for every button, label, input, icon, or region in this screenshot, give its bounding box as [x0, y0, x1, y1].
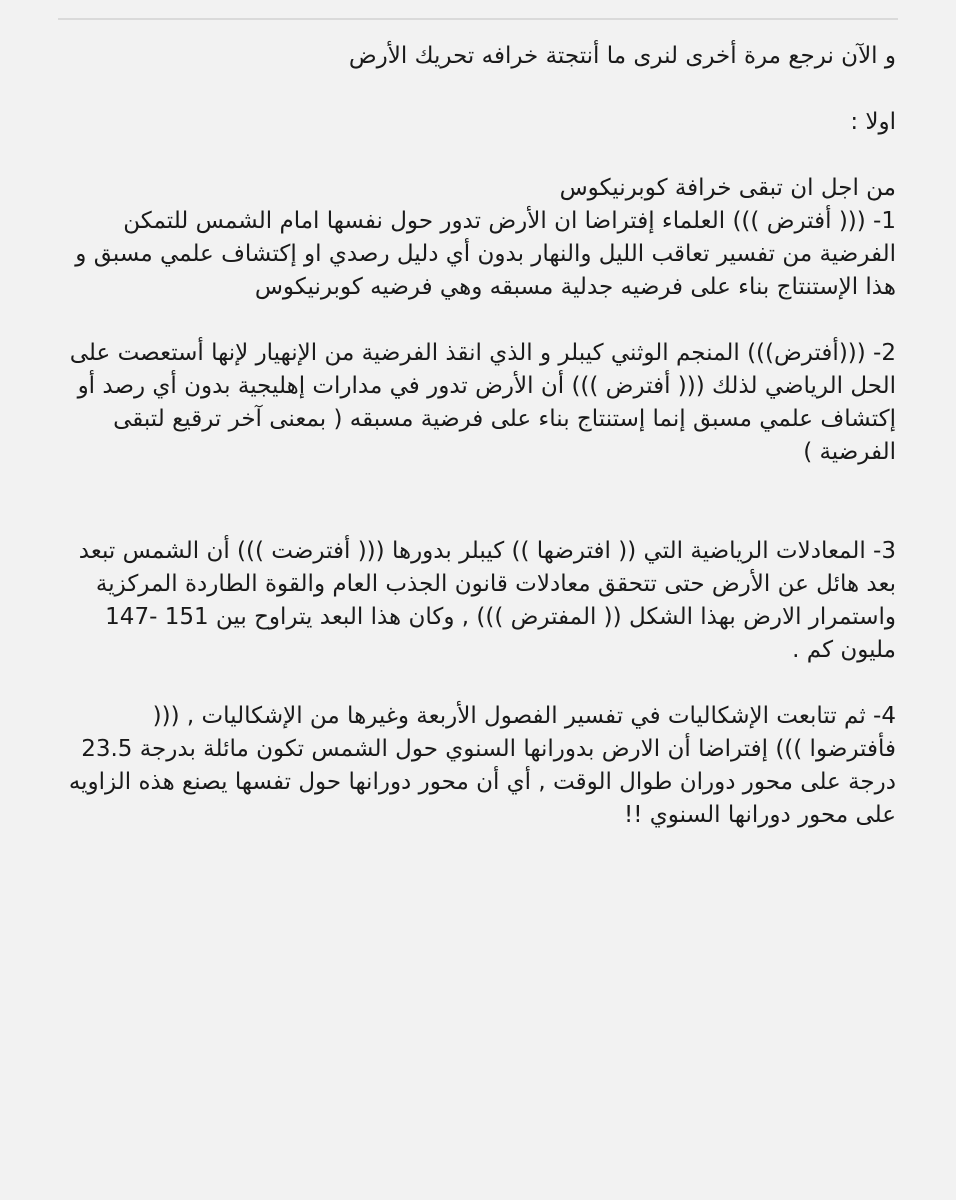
intro-paragraph: و الآن نرجع مرة أخرى لنرى ما أنتجتة خرافه تحريك الأرض — [348, 43, 896, 69]
point-2-paragraph: 2- (((أفترض))) المنجم الوثني كيبلر و الذي انقذ الفرضية من الإنهيار لإنها أستعصت على الحل الرياضي لذلك ((( أفترض ))) أن الأرض تدور في مدارات إهليجية بدون أي رصد أو إكتشاف علمي مسبق إنما إستنتاج بناء على فرضية مسبقه ( بمعنى آخر ترقيع لتبقى الفرضية ) — [69, 340, 896, 465]
point-4-paragraph: 4- ثم تتابعت الإشكاليات في تفسير الفصول الأربعة وغيرها من الإشكاليات , ((( فأفترضوا ))) إفتراضا أن الارض بدورانها السنوي حول الشمس تكون مائلة بدرجة 23.5 درجة على محور دوران طوال الوقت , أي أن محور دورانها حول تفسها يصنع هذه الزاويه على محور دورانها السنوي !! — [68, 703, 896, 828]
firstly-heading: اولا : — [850, 109, 896, 135]
point-1-paragraph: 1- ((( أفترض ))) العلماء إفتراضا ان الأرض تدور حول نفسها امام الشمس للتمكن الفرضية من تفسير تعاقب الليل والنهار بدون أي دليل رصدي او إكتشاف علمي مسبق و هذا الإستنتاج بناء على فرضيه جدلية مسبقه وهي فرضيه كوبرنيكوس — [75, 208, 896, 300]
document-body — [62, 40, 896, 832]
top-divider — [58, 18, 898, 20]
lead-line: من اجل ان تبقى خرافة كوبرنيكوس — [559, 175, 896, 201]
point-3-paragraph: 3- المعادلات الرياضية التي (( افترضها )) كيبلر بدورها ((( أفترضت ))) أن الشمس تبعد بعد هائل عن الأرض حتى تتحقق معادلات قانون الجذب العام والقوة الطاردة المركزية واستمرار الارض بهذا الشكل (( المفترض ))) , وكان هذا البعد يتراوح بين 151 -147 مليون كم . — [78, 538, 896, 663]
